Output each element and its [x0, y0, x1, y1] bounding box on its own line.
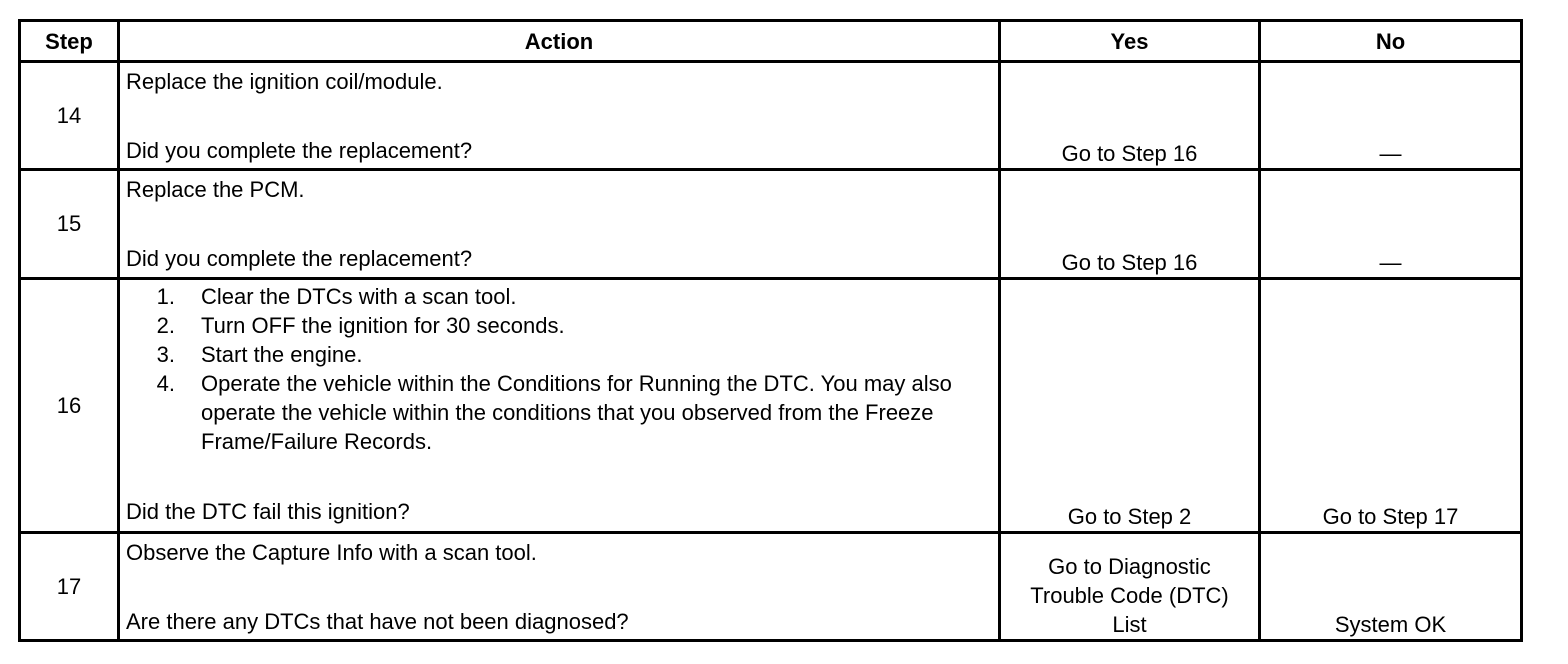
no-result: System OK	[1260, 532, 1522, 640]
substep-text: Operate the vehicle within the Conditions for Running the DTC. You may also operate the vehicle within the conditions that you observed from the Freeze Frame/Failure Records.	[201, 370, 952, 454]
header-action: Action	[119, 21, 1000, 62]
action-cell	[119, 532, 1000, 640]
list-item	[126, 311, 990, 340]
no-result: —	[1260, 62, 1522, 170]
list-item	[126, 369, 990, 456]
table-row	[20, 278, 1522, 532]
table-row	[20, 532, 1522, 640]
action-instruction: Replace the ignition coil/module.	[126, 69, 443, 94]
diagnostic-table	[18, 19, 1523, 642]
header-yes: Yes	[1000, 21, 1260, 62]
step-number: 17	[20, 532, 119, 640]
step-number: 14	[20, 62, 119, 170]
list-item	[126, 340, 990, 369]
substep-number: 2.	[156, 312, 175, 338]
table-row	[20, 170, 1522, 278]
action-question: Did the DTC fail this ignition?	[126, 498, 410, 524]
header-row	[20, 21, 1522, 62]
step-number: 16	[20, 278, 119, 532]
yes-result-line: List	[1112, 612, 1147, 637]
action-instruction: Observe the Capture Info with a scan tool.	[126, 539, 537, 565]
substep-text: Start the engine.	[201, 341, 363, 367]
substep-list	[126, 282, 990, 456]
yes-result-line: Go to Diagnostic	[1048, 554, 1211, 579]
action-instruction: Replace the PCM.	[126, 177, 305, 203]
substep-number: 3.	[156, 341, 175, 367]
yes-result: Go to Step 2	[1000, 278, 1260, 532]
substep-number: 1.	[156, 283, 175, 309]
action-cell	[119, 278, 1000, 532]
action-question: Are there any DTCs that have not been diagnosed?	[126, 608, 629, 634]
yes-result: Go to Step 16	[1000, 62, 1260, 170]
substep-number: 4.	[156, 370, 175, 396]
yes-result	[1000, 532, 1260, 640]
substep-text: Clear the DTCs with a scan tool.	[201, 283, 517, 309]
header-no: No	[1260, 21, 1522, 62]
action-question: Did you complete the replacement?	[126, 138, 473, 163]
no-result: —	[1260, 170, 1522, 278]
action-cell	[119, 170, 1000, 278]
yes-result-line: Trouble Code (DTC)	[1030, 583, 1229, 608]
header-step: Step	[20, 21, 119, 62]
table-row	[20, 62, 1522, 170]
action-question: Did you complete the replacement?	[126, 246, 473, 272]
substep-text: Turn OFF the ignition for 30 seconds.	[201, 312, 565, 338]
list-item	[126, 282, 990, 311]
no-result: Go to Step 17	[1260, 278, 1522, 532]
yes-result: Go to Step 16	[1000, 170, 1260, 278]
action-cell	[119, 62, 1000, 170]
step-number: 15	[20, 170, 119, 278]
